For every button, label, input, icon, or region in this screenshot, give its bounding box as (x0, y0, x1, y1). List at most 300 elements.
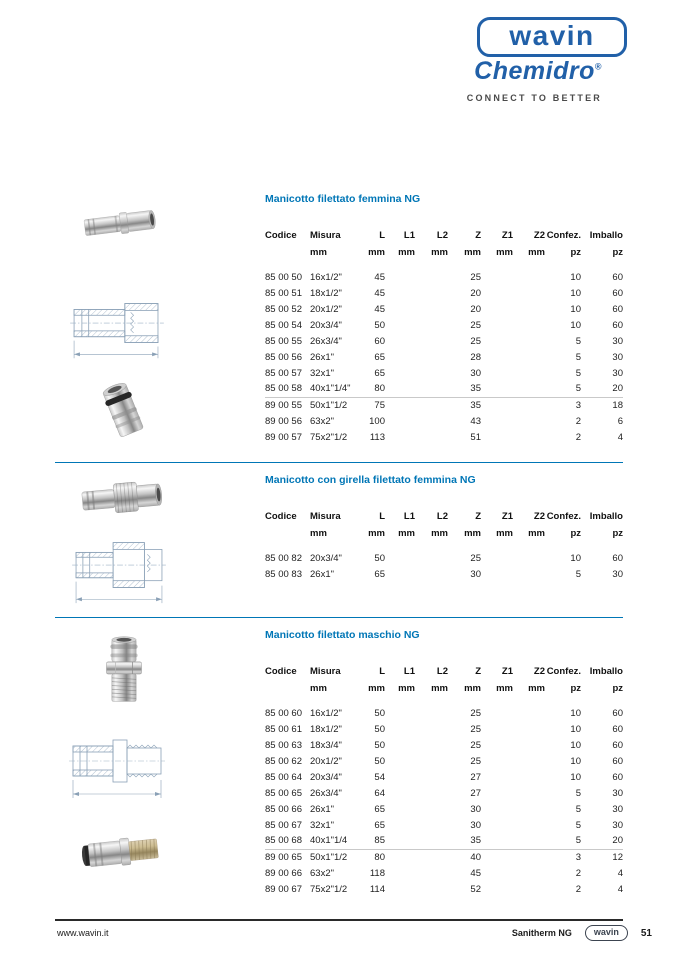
column-header: mm (398, 683, 415, 694)
table-cell (385, 801, 415, 817)
table-cell: 60 (612, 771, 623, 783)
table-cell: 3 (545, 397, 581, 413)
table-cell: 30 (470, 568, 481, 580)
table-cell (481, 301, 513, 317)
table-cell (385, 317, 415, 333)
column-header: mm (310, 683, 327, 694)
table-cell: 30 (612, 335, 623, 347)
column-header: Z2 (533, 230, 545, 241)
section-title: Manicotto filettato maschio NG (265, 629, 420, 641)
column-header: mm (431, 528, 448, 539)
table-body (265, 550, 623, 582)
footer-right (512, 925, 652, 941)
column-header: Z1 (501, 230, 513, 241)
column-header: pz (570, 247, 581, 258)
table-cell (415, 737, 448, 753)
column-header: mm (528, 528, 545, 539)
table-cell (513, 721, 545, 737)
table-cell: 2 (575, 883, 581, 895)
table-cell (385, 785, 415, 801)
wavin-logo-text: wavin (509, 19, 595, 51)
table-row (265, 413, 623, 429)
table-cell (481, 769, 513, 785)
table-cell: 85 00 58 (265, 383, 302, 395)
column-header: pz (570, 528, 581, 539)
table-cell (481, 413, 513, 429)
chemidro-logo (474, 57, 602, 86)
table-cell: 10 (570, 707, 581, 719)
table-cell: 5 (575, 803, 581, 815)
table-cell: 10 (570, 319, 581, 331)
column-header: mm (464, 683, 481, 694)
technical-drawing-female (70, 286, 164, 366)
table-cell: 85 00 65 (265, 787, 302, 799)
table-cell (415, 301, 448, 317)
column-header: Misura (310, 511, 341, 522)
footer-series-name: Sanitherm NG (511, 928, 572, 938)
table-cell: 4 (617, 867, 623, 879)
table-cell (415, 817, 448, 833)
section-title: Manicotto con girella filettato femmina NG (265, 474, 476, 486)
table-cell: 54 (374, 771, 385, 783)
table-cell: 63x2" (310, 415, 334, 427)
column-header: Codice (265, 511, 297, 522)
table-cell: 20 (470, 287, 481, 299)
table-cell (513, 881, 545, 897)
table-cell (415, 833, 448, 849)
table-cell (513, 705, 545, 721)
column-header: mm (368, 247, 385, 258)
table-cell: 10 (570, 552, 581, 564)
table-cell: 10 (570, 755, 581, 767)
wavin-logo (477, 17, 627, 57)
column-header: Misura (310, 230, 341, 241)
table-cell (415, 285, 448, 301)
table-cell: 89 00 55 (265, 397, 310, 413)
table-cell: 60 (612, 739, 623, 751)
table-cell (513, 397, 545, 413)
table-cell: 85 00 82 (265, 552, 302, 564)
table-cell (481, 801, 513, 817)
table-row (265, 333, 623, 349)
table-cell (513, 550, 545, 566)
table-cell: 65 (374, 819, 385, 831)
column-header: Z (475, 511, 481, 522)
table-cell: 20x3/4" (310, 552, 342, 564)
table-cell: 18x1/2" (310, 287, 342, 299)
table-cell (415, 849, 448, 865)
table-cell (415, 865, 448, 881)
table-cell (481, 566, 513, 582)
table-cell: 35 (470, 835, 481, 847)
column-header: pz (612, 683, 623, 694)
column-header (265, 243, 310, 269)
table-cell: 30 (470, 803, 481, 815)
table-cell: 10 (570, 287, 581, 299)
table-cell (481, 817, 513, 833)
table-cell: 32x1" (310, 819, 334, 831)
table-header (265, 219, 623, 269)
column-header: mm (496, 247, 513, 258)
table-cell (481, 865, 513, 881)
table-cell: 25 (470, 271, 481, 283)
table-cell: 26x3/4" (310, 335, 342, 347)
table-cell (481, 365, 513, 381)
table-cell: 26x1" (310, 351, 334, 363)
table-cell: 85 00 54 (265, 319, 302, 331)
table-cell: 16x1/2" (310, 707, 342, 719)
table-cell: 50x1"1/2 (310, 397, 353, 413)
table-cell: 85 00 51 (265, 287, 302, 299)
section-title: Manicotto filettato femmina NG (265, 193, 421, 205)
table-cell (385, 881, 415, 897)
table-cell: 50x1"1/2 (310, 849, 353, 865)
table-row (265, 865, 623, 881)
table-cell: 85 00 50 (265, 271, 302, 283)
column-header: Imballo (589, 666, 623, 677)
table-cell (385, 413, 415, 429)
table-cell: 5 (575, 351, 581, 363)
table-cell (481, 349, 513, 365)
product-table-femmina (265, 219, 623, 445)
column-header: mm (528, 247, 545, 258)
table-cell: 5 (575, 383, 581, 395)
table-cell: 5 (575, 568, 581, 580)
column-header: Z2 (533, 666, 545, 677)
table-cell (415, 769, 448, 785)
table-cell: 40x1"1/4 (310, 835, 348, 847)
table-cell (481, 721, 513, 737)
table-cell: 85 00 64 (265, 771, 302, 783)
table-cell: 30 (470, 367, 481, 379)
table-cell: 85 00 63 (265, 739, 302, 751)
table-cell: 30 (470, 819, 481, 831)
table-cell (415, 333, 448, 349)
table-cell (513, 381, 545, 397)
column-header: L (379, 230, 385, 241)
column-header: mm (310, 247, 327, 258)
male-thread-fitting-photo (80, 814, 164, 890)
table-body-group-89 (265, 849, 623, 897)
table-cell (385, 566, 415, 582)
table-cell: 85 00 66 (265, 803, 302, 815)
table-cell (513, 317, 545, 333)
table-cell: 32x1" (310, 367, 334, 379)
table-cell (385, 833, 415, 849)
table-cell: 25 (470, 552, 481, 564)
table-cell: 26x3/4" (310, 787, 342, 799)
table-row (265, 737, 623, 753)
table-cell: 80 (374, 383, 385, 395)
table-cell (481, 550, 513, 566)
table-cell: 60 (612, 755, 623, 767)
column-header: Misura (310, 666, 341, 677)
table-cell: 60 (612, 723, 623, 735)
table-cell (481, 753, 513, 769)
table-row (265, 721, 623, 737)
table-cell (385, 849, 415, 865)
table-cell: 20 (612, 383, 623, 395)
column-header: Imballo (589, 511, 623, 522)
table-cell: 50 (374, 739, 385, 751)
column-header: mm (398, 247, 415, 258)
table-cell: 60 (612, 287, 623, 299)
table-cell: 85 00 83 (265, 568, 302, 580)
table-cell (513, 737, 545, 753)
table-cell: 60 (374, 335, 385, 347)
footer-rule (55, 919, 623, 921)
table-row (265, 397, 623, 413)
section-divider (55, 462, 623, 463)
table-cell (513, 365, 545, 381)
table-cell: 16x1/2" (310, 271, 342, 283)
table-cell: 10 (570, 723, 581, 735)
table-cell: 5 (575, 819, 581, 831)
table-cell: 89 00 56 (265, 415, 302, 427)
table-row (265, 785, 623, 801)
table-cell: 45 (374, 303, 385, 315)
table-cell: 12 (581, 849, 623, 865)
table-row (265, 833, 623, 849)
column-header (265, 524, 310, 550)
table-row (265, 817, 623, 833)
table-row (265, 849, 623, 865)
table-cell: 10 (570, 303, 581, 315)
chemidro-logo-text: Chemidro (474, 57, 595, 85)
header-row (265, 219, 623, 243)
table-cell (513, 817, 545, 833)
table-cell (415, 705, 448, 721)
column-header: mm (496, 683, 513, 694)
section-femmina (265, 193, 625, 445)
section-maschio (265, 629, 625, 897)
table-cell (385, 705, 415, 721)
table-cell: 10 (570, 771, 581, 783)
table-cell (415, 381, 448, 397)
table-cell: 20x1/2" (310, 303, 342, 315)
table-cell: 75x2"1/2 (310, 883, 348, 895)
table-cell: 2 (575, 867, 581, 879)
table-cell: 60 (612, 552, 623, 564)
table-cell: 5 (575, 367, 581, 379)
table-cell: 20x1/2" (310, 755, 342, 767)
table-cell (385, 333, 415, 349)
table-cell (385, 381, 415, 397)
table-cell: 25 (470, 319, 481, 331)
fitting-oring-photo (86, 380, 160, 440)
column-header: L1 (403, 511, 415, 522)
table-cell: 50 (374, 707, 385, 719)
table-cell (415, 365, 448, 381)
table-cell: 26x1" (310, 568, 334, 580)
table-cell: 4 (617, 883, 623, 895)
table-cell: 64 (374, 787, 385, 799)
table-cell: 114 (369, 883, 385, 895)
table-cell: 20 (612, 835, 623, 847)
table-cell: 89 00 66 (265, 867, 302, 879)
table-row (265, 753, 623, 769)
table-body-group-89 (265, 397, 623, 445)
table-cell (481, 833, 513, 849)
table-cell (415, 317, 448, 333)
table-cell (481, 737, 513, 753)
column-header: pz (612, 247, 623, 258)
table-row (265, 349, 623, 365)
table-cell: 2 (575, 415, 581, 427)
table-cell: 2 (575, 431, 581, 443)
table-cell (385, 365, 415, 381)
footer-website-link[interactable]: www.wavin.it (57, 928, 109, 938)
column-header: L (379, 666, 385, 677)
table-cell: 89 00 67 (265, 883, 302, 895)
table-cell: 65 (374, 351, 385, 363)
table-cell: 65 (374, 803, 385, 815)
table-row (265, 769, 623, 785)
table-cell (385, 397, 415, 413)
table-cell: 85 00 62 (265, 755, 302, 767)
table-cell (513, 785, 545, 801)
column-header: mm (431, 683, 448, 694)
column-header: Confez. (546, 230, 581, 241)
table-cell: 18x1/2" (310, 723, 342, 735)
table-cell (481, 269, 513, 285)
column-header: L2 (436, 666, 448, 677)
column-header: L2 (436, 230, 448, 241)
table-cell: 30 (612, 351, 623, 363)
table-cell: 80 (353, 849, 385, 865)
table-cell (513, 753, 545, 769)
column-header: mm (431, 247, 448, 258)
table-cell (513, 865, 545, 881)
table-cell: 43 (470, 415, 481, 427)
header-row (265, 655, 623, 679)
table-row (265, 269, 623, 285)
table-cell: 60 (612, 707, 623, 719)
table-cell (415, 349, 448, 365)
table-cell (415, 801, 448, 817)
table-cell (513, 801, 545, 817)
registered-mark: ® (594, 61, 602, 72)
brand-tagline: CONNECT TO BETTER (466, 93, 602, 103)
table-cell (481, 317, 513, 333)
column-header: L (379, 511, 385, 522)
table-cell: 30 (612, 367, 623, 379)
product-table-maschio (265, 655, 623, 897)
table-header (265, 655, 623, 705)
table-cell: 85 00 67 (265, 819, 302, 831)
table-cell (481, 785, 513, 801)
table-cell (415, 413, 448, 429)
table-cell: 10 (570, 739, 581, 751)
table-cell: 25 (470, 335, 481, 347)
table-row (265, 429, 623, 445)
units-row (265, 524, 623, 550)
table-cell: 60 (612, 303, 623, 315)
column-header: mm (398, 528, 415, 539)
column-header: pz (612, 528, 623, 539)
table-cell (415, 566, 448, 582)
table-cell: 5 (575, 787, 581, 799)
table-cell (385, 817, 415, 833)
table-cell: 25 (470, 739, 481, 751)
table-cell (415, 269, 448, 285)
table-cell (415, 429, 448, 445)
table-cell: 20 (470, 303, 481, 315)
column-header (265, 679, 310, 705)
table-cell (385, 349, 415, 365)
table-cell (513, 285, 545, 301)
table-cell (513, 301, 545, 317)
table-row (265, 801, 623, 817)
table-header (265, 500, 623, 550)
table-cell (415, 550, 448, 566)
table-row (265, 285, 623, 301)
table-cell: 60 (612, 271, 623, 283)
table-cell: 35 (448, 397, 481, 413)
column-header: Z1 (501, 511, 513, 522)
table-cell: 30 (612, 787, 623, 799)
units-row (265, 679, 623, 705)
column-header: Imballo (589, 230, 623, 241)
column-header: Z2 (533, 511, 545, 522)
table-row (265, 365, 623, 381)
table-cell (385, 721, 415, 737)
table-row (265, 881, 623, 897)
column-header: mm (496, 528, 513, 539)
table-cell (415, 881, 448, 897)
press-fitting-photo (82, 198, 162, 246)
table-cell: 85 00 60 (265, 707, 302, 719)
page-number: 51 (640, 927, 652, 939)
table-cell: 50 (374, 319, 385, 331)
table-cell: 5 (575, 835, 581, 847)
table-row (265, 381, 623, 397)
column-header: Codice (265, 666, 297, 677)
table-cell (385, 753, 415, 769)
table-body-group-85 (265, 269, 623, 397)
table-cell: 75 (353, 397, 385, 413)
table-cell: 35 (470, 383, 481, 395)
table-cell (385, 429, 415, 445)
column-header: L1 (403, 666, 415, 677)
table-cell: 4 (617, 431, 623, 443)
section-divider (55, 617, 623, 618)
header-row (265, 500, 623, 524)
table-cell: 51 (470, 431, 481, 443)
table-cell: 3 (545, 849, 581, 865)
table-cell: 63x2" (310, 867, 334, 879)
table-cell (481, 381, 513, 397)
wavin-footer-badge: wavin (585, 925, 628, 941)
column-header: L2 (436, 511, 448, 522)
table-cell (481, 285, 513, 301)
table-row (265, 301, 623, 317)
product-table-girella (265, 500, 623, 582)
male-fitting-photo (94, 636, 154, 706)
table-cell: 5 (575, 335, 581, 347)
table-cell (415, 785, 448, 801)
table-cell (385, 301, 415, 317)
table-cell: 27 (470, 771, 481, 783)
table-cell (513, 566, 545, 582)
table-cell: 20x3/4" (310, 771, 342, 783)
table-cell: 18 (581, 397, 623, 413)
table-cell: 18x3/4" (310, 739, 342, 751)
table-cell: 26x1" (310, 803, 334, 815)
column-header: Z1 (501, 666, 513, 677)
table-cell (385, 769, 415, 785)
table-cell: 85 00 68 (265, 835, 302, 847)
